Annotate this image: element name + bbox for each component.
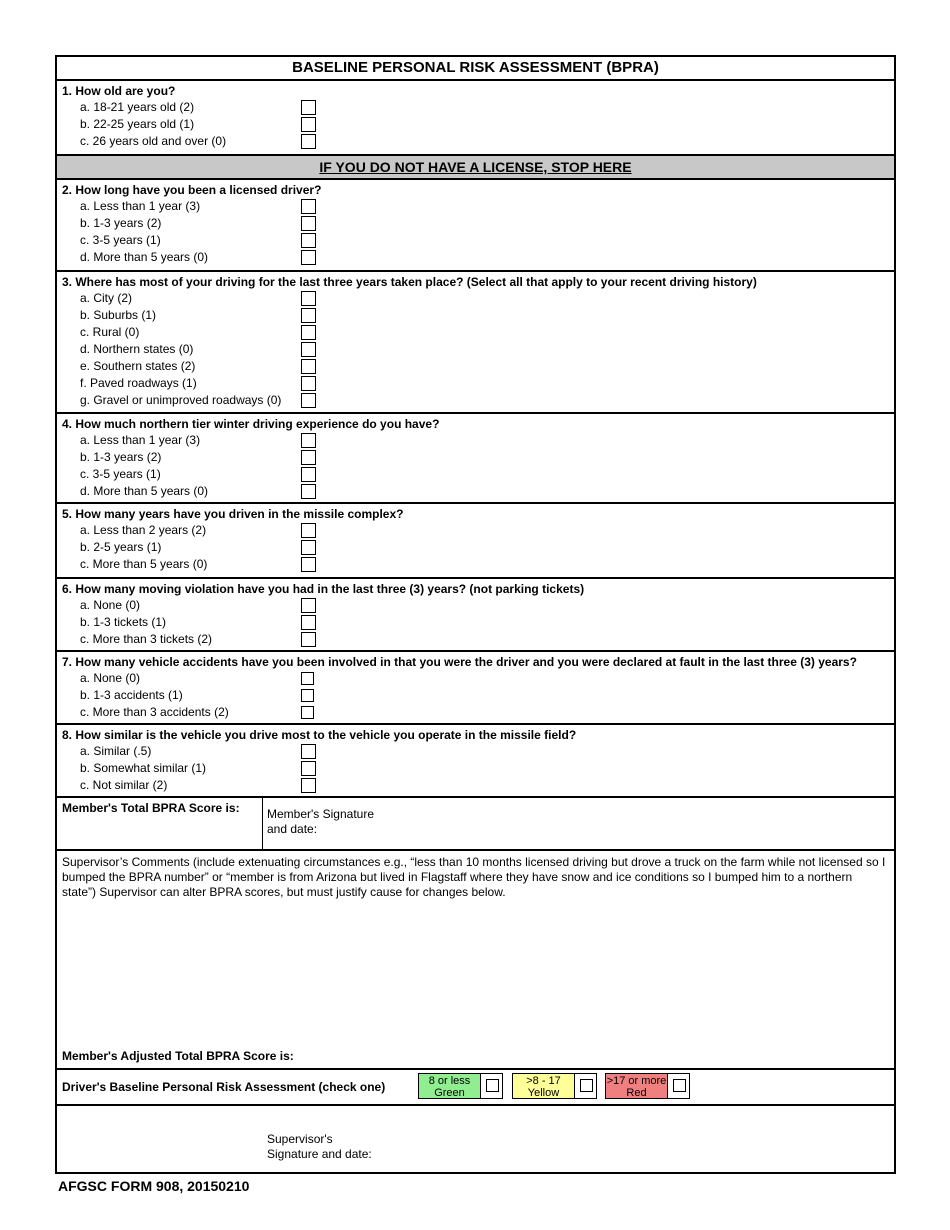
option-row: [62, 687, 894, 704]
form-footer: AFGSC FORM 908, 20150210: [58, 1178, 250, 1194]
question-label: 2. How long have you been a licensed driver?: [62, 183, 322, 197]
question-4: [57, 414, 894, 504]
option-row: [62, 249, 894, 266]
option-checkbox[interactable]: [301, 467, 316, 482]
option-checkbox[interactable]: [301, 359, 316, 374]
option-label: c. Rural (0): [80, 325, 140, 339]
option-label: c. 26 years old and over (0): [80, 134, 227, 148]
question-8: [57, 725, 894, 798]
option-checkbox[interactable]: [301, 342, 316, 357]
option-row: [62, 99, 894, 116]
stop-notice: IF YOU DO NOT HAVE A LICENSE, STOP HERE: [57, 156, 894, 180]
member-signature-date-label: and date:: [267, 822, 318, 836]
option-row: [62, 392, 894, 409]
option-row: [62, 631, 894, 648]
supervisor-comments-field[interactable]: [57, 851, 894, 1070]
risk-yellow-box: [512, 1073, 575, 1099]
risk-green-name: Green: [434, 1087, 465, 1099]
option-label: d. Northern states (0): [80, 342, 194, 356]
option-checkbox[interactable]: [301, 134, 316, 149]
option-row: [62, 449, 894, 466]
option-checkbox[interactable]: [301, 308, 316, 323]
option-label: b. Somewhat similar (1): [80, 761, 207, 775]
option-checkbox[interactable]: [301, 523, 316, 538]
option-label: b. 1-3 years (2): [80, 216, 162, 230]
option-checkbox[interactable]: [301, 376, 316, 391]
option-label: a. City (2): [80, 291, 133, 305]
option-label: b. Suburbs (1): [80, 308, 157, 322]
option-label: f. Paved roadways (1): [80, 376, 197, 390]
option-label: b. 1-3 years (2): [80, 450, 162, 464]
question-3: [57, 272, 894, 414]
question-label: 8. How similar is the vehicle you drive most to the vehicle you operate in the missile field?: [62, 728, 577, 742]
option-row: [62, 522, 894, 539]
risk-yellow-range: >8 - 17: [526, 1075, 561, 1087]
member-signature-field[interactable]: [263, 798, 374, 849]
option-row: [62, 432, 894, 449]
option-row: [62, 539, 894, 556]
question-label: 7. How many vehicle accidents have you been involved in that you were the driver and you were declared at fault in the last three (3) years?: [62, 655, 857, 669]
risk-red-range: >17 or more: [606, 1075, 667, 1087]
option-row: [62, 290, 894, 307]
option-checkbox[interactable]: [301, 233, 316, 248]
risk-assessment-row: [57, 1070, 894, 1106]
option-checkbox[interactable]: [301, 450, 316, 465]
option-label: a. None (0): [80, 671, 141, 685]
question-label: 1. How old are you?: [62, 84, 176, 98]
option-label: a. Less than 1 year (3): [80, 433, 201, 447]
risk-red-checkbox[interactable]: [673, 1079, 686, 1092]
option-label: a. Less than 2 years (2): [80, 523, 207, 537]
risk-yellow-name: Yellow: [527, 1087, 560, 1099]
option-row: [62, 777, 894, 794]
option-checkbox[interactable]: [301, 433, 316, 448]
option-checkbox[interactable]: [301, 540, 316, 555]
option-row: [62, 556, 894, 573]
option-row: [62, 116, 894, 133]
option-checkbox[interactable]: [301, 706, 314, 719]
option-checkbox[interactable]: [301, 199, 316, 214]
option-row: [62, 324, 894, 341]
option-label: d. More than 5 years (0): [80, 484, 209, 498]
question-label: 3. Where has most of your driving for the last three years taken place? (Select all that apply to your recent driving history): [62, 275, 757, 289]
question-6: [57, 579, 894, 652]
adjusted-score-label: Member's Adjusted Total BPRA Score is:: [62, 1049, 294, 1063]
risk-green-box: [418, 1073, 481, 1099]
option-row: [62, 597, 894, 614]
option-label: c. More than 5 years (0): [80, 557, 208, 571]
option-row: [62, 670, 894, 687]
question-7: [57, 652, 894, 725]
option-row: [62, 760, 894, 777]
option-label: a. Less than 1 year (3): [80, 199, 201, 213]
option-label: c. 3-5 years (1): [80, 233, 161, 247]
form-title: BASELINE PERSONAL RISK ASSESSMENT (BPRA): [57, 57, 894, 81]
option-checkbox[interactable]: [301, 744, 316, 759]
risk-assessment-label: Driver's Baseline Personal Risk Assessment (check one): [62, 1080, 386, 1094]
option-label: a. Similar (.5): [80, 744, 152, 758]
supervisor-comments-text: Supervisor’s Comments (include extenuating circumstances e.g., “less than 10 months licensed driving but drove a truck on the farm while not licensed so I bumped the BPRA number” or “member is from Arizona but lived in Flagstaff where they have snow and ice conditions so I bumped him to a northern state”) Supervisor can alter BPRA scores, but must justify cause for changes below.: [62, 855, 886, 899]
option-checkbox[interactable]: [301, 778, 316, 793]
option-row: [62, 483, 894, 500]
option-row: [62, 307, 894, 324]
option-row: [62, 358, 894, 375]
supervisor-signature-label: [267, 1132, 372, 1162]
risk-red-name: Red: [626, 1087, 647, 1099]
option-row: [62, 215, 894, 232]
option-row: [62, 232, 894, 249]
option-checkbox[interactable]: [301, 117, 316, 132]
option-label: b. 1-3 tickets (1): [80, 615, 167, 629]
option-checkbox[interactable]: [301, 672, 314, 685]
option-label: b. 2-5 years (1): [80, 540, 162, 554]
option-checkbox[interactable]: [301, 761, 316, 776]
option-label: g. Gravel or unimproved roadways (0): [80, 393, 282, 407]
option-checkbox[interactable]: [301, 484, 316, 499]
supervisor-signature-line1: Supervisor's: [267, 1132, 333, 1146]
option-label: b. 22-25 years old (1): [80, 117, 195, 131]
risk-red-box: [605, 1073, 668, 1099]
option-label: e. Southern states (2): [80, 359, 196, 373]
option-label: a. None (0): [80, 598, 141, 612]
option-label: a. 18-21 years old (2): [80, 100, 195, 114]
member-signature-label: Member's Signature: [267, 807, 375, 821]
option-row: [62, 466, 894, 483]
score-row: [57, 798, 894, 851]
total-score-field[interactable]: Member's Total BPRA Score is:: [57, 798, 263, 849]
option-checkbox[interactable]: [301, 393, 316, 408]
supervisor-signature-field[interactable]: [57, 1106, 894, 1174]
option-label: c. More than 3 tickets (2): [80, 632, 213, 646]
option-row: [62, 341, 894, 358]
option-row: [62, 375, 894, 392]
option-checkbox[interactable]: [301, 100, 316, 115]
option-checkbox[interactable]: [301, 557, 316, 572]
bpra-form: [55, 55, 896, 1174]
risk-green-checkbox[interactable]: [486, 1079, 499, 1092]
option-label: b. 1-3 accidents (1): [80, 688, 183, 702]
question-5: [57, 504, 894, 579]
option-label: c. 3-5 years (1): [80, 467, 161, 481]
option-label: c. More than 3 accidents (2): [80, 705, 229, 719]
option-row: [62, 198, 894, 215]
question-2: [57, 180, 894, 272]
option-checkbox[interactable]: [301, 598, 316, 613]
option-checkbox[interactable]: [301, 325, 316, 340]
supervisor-signature-line2: Signature and date:: [267, 1147, 372, 1161]
option-row: [62, 704, 894, 721]
question-label: 6. How many moving violation have you had in the last three (3) years? (not parking tickets): [62, 582, 585, 596]
option-checkbox[interactable]: [301, 291, 316, 306]
option-label: d. More than 5 years (0): [80, 250, 209, 264]
option-row: [62, 614, 894, 631]
option-checkbox[interactable]: [301, 632, 316, 647]
option-checkbox[interactable]: [301, 216, 316, 231]
option-checkbox[interactable]: [301, 689, 314, 702]
risk-yellow-checkbox[interactable]: [580, 1079, 593, 1092]
option-label: c. Not similar (2): [80, 778, 168, 792]
option-checkbox[interactable]: [301, 615, 316, 630]
question-label: 4. How much northern tier winter driving experience do you have?: [62, 417, 440, 431]
option-checkbox[interactable]: [301, 250, 316, 265]
option-row: [62, 133, 894, 150]
question-label: 5. How many years have you driven in the missile complex?: [62, 507, 404, 521]
option-row: [62, 743, 894, 760]
question-1: [57, 81, 894, 156]
risk-green-range: 8 or less: [428, 1075, 471, 1087]
